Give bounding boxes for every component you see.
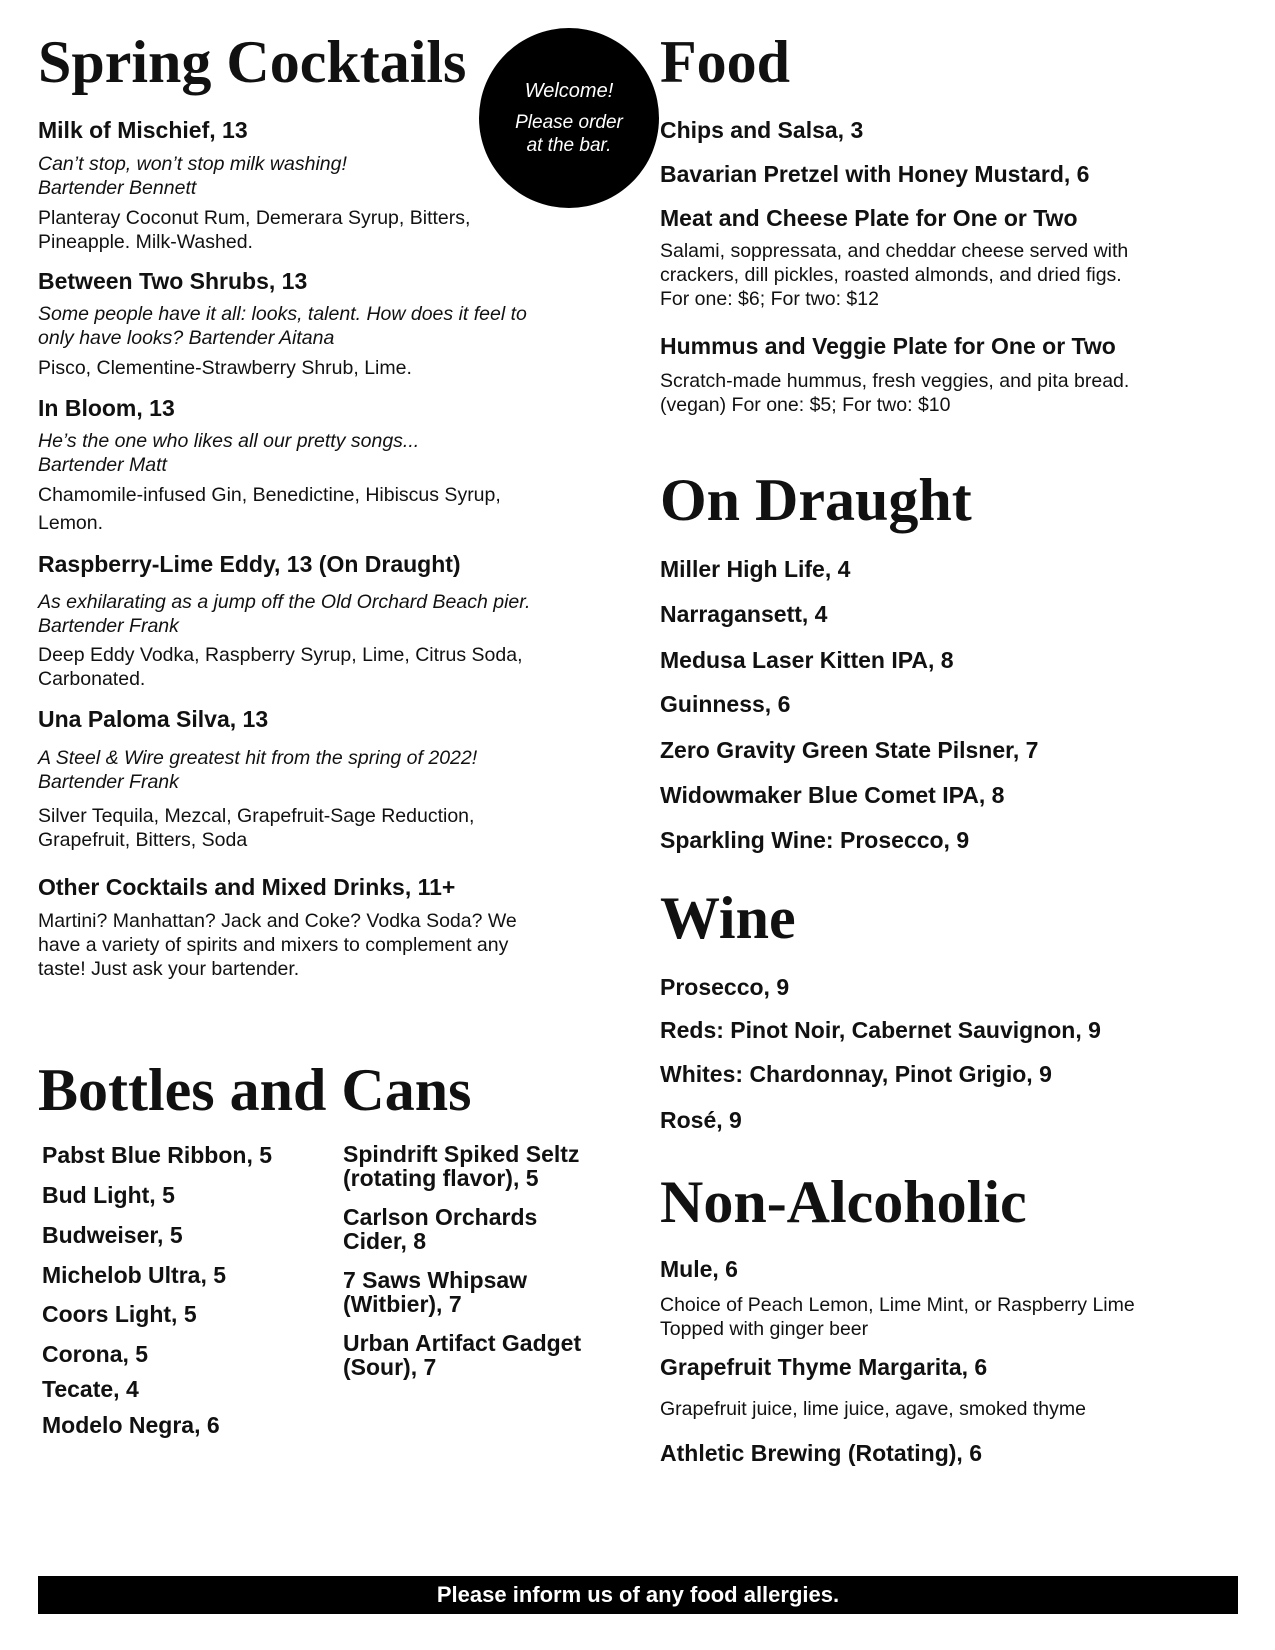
cocktail-ingredients: Pisco, Clementine-Strawberry Shrub, Lime. bbox=[38, 357, 412, 379]
nonalcoholic-item-title: Mule, 6 bbox=[660, 1256, 738, 1282]
welcome-text: Welcome! bbox=[524, 79, 614, 102]
bottle-item-line: (Witbier), 7 bbox=[343, 1291, 462, 1317]
nonalcoholic-item-title: Grapefruit Thyme Margarita, 6 bbox=[660, 1354, 988, 1380]
cocktail-ingredients: Lemon. bbox=[38, 512, 104, 534]
draught-item: Miller High Life, 4 bbox=[660, 556, 851, 582]
wine-item: Whites: Chardonnay, Pinot Grigio, 9 bbox=[660, 1061, 1052, 1087]
welcome-badge bbox=[479, 28, 659, 208]
wine-heading: Wine bbox=[660, 885, 796, 951]
allergy-notice-banner bbox=[38, 1576, 1238, 1614]
bottle-item bbox=[343, 1331, 581, 1379]
cocktail-title: Between Two Shrubs, 13 bbox=[38, 268, 308, 294]
nonalcoholic-item-title: Athletic Brewing (Rotating), 6 bbox=[660, 1440, 982, 1466]
cocktail-title: Una Paloma Silva, 13 bbox=[38, 706, 269, 732]
welcome-bar-text: at the bar. bbox=[526, 134, 612, 156]
bottle-item bbox=[343, 1142, 579, 1190]
cocktail-ingredients: Grapefruit, Bitters, Soda bbox=[38, 829, 248, 851]
food-item-price: (vegan) For one: $5; For two: $10 bbox=[660, 394, 951, 416]
wine-item: Prosecco, 9 bbox=[660, 974, 790, 1000]
food-heading: Food bbox=[660, 29, 791, 95]
cocktail-quote: Can’t stop, won’t stop milk washing! bbox=[38, 153, 347, 175]
draught-item: Narragansett, 4 bbox=[660, 601, 828, 627]
draught-item: Medusa Laser Kitten IPA, 8 bbox=[660, 647, 954, 673]
draught-heading: On Draught bbox=[660, 467, 972, 533]
cocktail-ingredients: Silver Tequila, Mezcal, Grapefruit-Sage Reduction, bbox=[38, 805, 475, 827]
cocktail-quote: Some people have it all: looks, talent. How does it feel to bbox=[38, 303, 527, 325]
cocktail-description: Martini? Manhattan? Jack and Coke? Vodka Soda? We bbox=[38, 910, 517, 932]
food-item-description: Salami, soppressata, and cheddar cheese served with bbox=[660, 240, 1129, 262]
cocktail-title: Milk of Mischief, 13 bbox=[38, 117, 248, 143]
wine-item: Rosé, 9 bbox=[660, 1107, 742, 1133]
bottle-item: Bud Light, 5 bbox=[42, 1182, 175, 1208]
cocktail-ingredients: Chamomile-infused Gin, Benedictine, Hibiscus Syrup, bbox=[38, 484, 501, 506]
draught-item: Widowmaker Blue Comet IPA, 8 bbox=[660, 782, 1005, 808]
bottle-item-line: Spindrift Spiked Seltz bbox=[343, 1141, 580, 1167]
welcome-order-text: Please order bbox=[515, 111, 623, 133]
cocktail-ingredients: Carbonated. bbox=[38, 668, 146, 690]
cocktail-title: In Bloom, 13 bbox=[38, 395, 175, 421]
wine-item: Reds: Pinot Noir, Cabernet Sauvignon, 9 bbox=[660, 1017, 1101, 1043]
bottle-item: Pabst Blue Ribbon, 5 bbox=[42, 1142, 273, 1168]
bottle-item: Coors Light, 5 bbox=[42, 1301, 197, 1327]
cocktail-quote: He’s the one who likes all our pretty songs... bbox=[38, 430, 420, 452]
draught-item: Sparkling Wine: Prosecco, 9 bbox=[660, 827, 970, 853]
cocktails-heading: Spring Cocktails bbox=[38, 29, 467, 95]
allergy-notice-text: Please inform us of any food allergies. bbox=[436, 1582, 840, 1607]
cocktail-ingredients: Planteray Coconut Rum, Demerara Syrup, Bitters, bbox=[38, 207, 471, 229]
food-item-price: For one: $6; For two: $12 bbox=[660, 288, 879, 310]
bottle-item: Michelob Ultra, 5 bbox=[42, 1262, 227, 1288]
bottle-item-line: (Sour), 7 bbox=[343, 1354, 437, 1380]
cocktail-bartender: Bartender Bennett bbox=[38, 177, 197, 199]
nonalcoholic-item-description: Grapefruit juice, lime juice, agave, smoked thyme bbox=[660, 1398, 1086, 1420]
bottle-item-line: Cider, 8 bbox=[343, 1228, 427, 1254]
food-item-title: Hummus and Veggie Plate for One or Two bbox=[660, 333, 1116, 359]
cocktail-ingredients: Deep Eddy Vodka, Raspberry Syrup, Lime, Citrus Soda, bbox=[38, 644, 523, 666]
food-item-description: crackers, dill pickles, roasted almonds, and dried figs. bbox=[660, 264, 1122, 286]
bottles-heading: Bottles and Cans bbox=[38, 1057, 472, 1123]
food-item-title: Chips and Salsa, 3 bbox=[660, 117, 864, 143]
food-item-description: Scratch-made hummus, fresh veggies, and pita bread. bbox=[660, 370, 1130, 392]
bottle-item-line: 7 Saws Whipsaw bbox=[343, 1267, 528, 1293]
cocktail-bartender: Bartender Frank bbox=[38, 615, 179, 637]
nonalcoholic-item-description: Choice of Peach Lemon, Lime Mint, or Raspberry Lime bbox=[660, 1294, 1135, 1316]
food-item-title: Meat and Cheese Plate for One or Two bbox=[660, 205, 1078, 231]
cocktail-quote: As exhilarating as a jump off the Old Orchard Beach pier. bbox=[38, 591, 531, 613]
cocktail-bartender: Bartender Frank bbox=[38, 771, 179, 793]
bottle-item bbox=[343, 1205, 537, 1253]
cocktail-description: have a variety of spirits and mixers to complement any bbox=[38, 934, 509, 956]
cocktail-title: Raspberry-Lime Eddy, 13 (On Draught) bbox=[38, 551, 461, 577]
cocktail-quote: only have looks? Bartender Aitana bbox=[38, 327, 335, 349]
cocktail-title: Other Cocktails and Mixed Drinks, 11+ bbox=[38, 874, 456, 900]
bottle-item: Tecate, 4 bbox=[42, 1376, 139, 1402]
cocktail-ingredients: Pineapple. Milk-Washed. bbox=[38, 231, 253, 253]
cocktail-quote: A Steel & Wire greatest hit from the spring of 2022! bbox=[38, 747, 478, 769]
cocktail-bartender: Bartender Matt bbox=[38, 454, 167, 476]
bottle-item-line: Carlson Orchards bbox=[343, 1204, 538, 1230]
bottle-item-line: Urban Artifact Gadget bbox=[343, 1330, 582, 1356]
nonalcoholic-heading: Non-Alcoholic bbox=[660, 1169, 1027, 1235]
draught-item: Zero Gravity Green State Pilsner, 7 bbox=[660, 737, 1039, 763]
bottle-item bbox=[343, 1268, 527, 1316]
food-item-title: Bavarian Pretzel with Honey Mustard, 6 bbox=[660, 161, 1090, 187]
bottle-item: Modelo Negra, 6 bbox=[42, 1412, 220, 1438]
bottle-item: Corona, 5 bbox=[42, 1341, 149, 1367]
cocktail-description: taste! Just ask your bartender. bbox=[38, 958, 300, 980]
bottle-item: Budweiser, 5 bbox=[42, 1222, 183, 1248]
draught-item: Guinness, 6 bbox=[660, 691, 791, 717]
nonalcoholic-item-description: Topped with ginger beer bbox=[660, 1318, 869, 1340]
bottle-item-line: (rotating flavor), 5 bbox=[343, 1165, 539, 1191]
